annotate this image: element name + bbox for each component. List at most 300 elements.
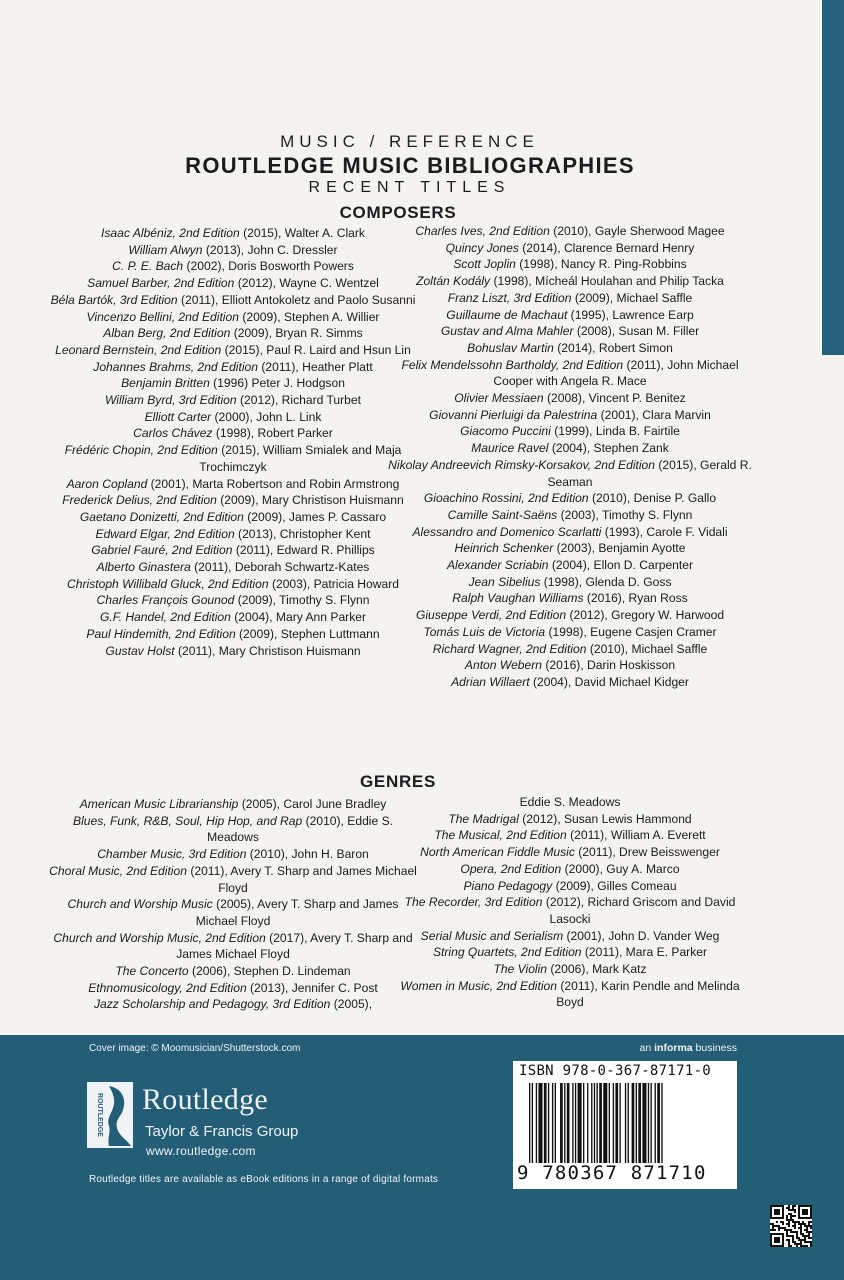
qr-module xyxy=(774,1205,776,1207)
entry-title: Church and Worship Music, 2nd Edition xyxy=(53,930,266,945)
qr-module xyxy=(776,1237,778,1239)
qr-module xyxy=(792,1205,794,1207)
qr-module xyxy=(780,1221,782,1223)
qr-module xyxy=(774,1209,776,1211)
qr-module xyxy=(776,1221,778,1223)
entry-details: (2010), Gayle Sherwood Magee xyxy=(549,224,725,238)
bibliography-entry xyxy=(385,357,755,390)
barcode-bar xyxy=(587,1083,588,1163)
qr-module xyxy=(770,1241,772,1243)
entry-title: The Recorder, 3rd Edition xyxy=(404,895,543,910)
qr-module xyxy=(808,1217,810,1219)
entry-title: Gaetano Donizetti, 2nd Edition xyxy=(79,509,244,524)
entry-details: (2004), Mary Ann Parker xyxy=(230,610,366,625)
entry-details: (2000), Guy A. Marco xyxy=(561,861,680,876)
qr-module xyxy=(802,1245,804,1247)
entry-title: Paul Hindemith, 2nd Edition xyxy=(86,626,236,641)
entry-title: Richard Wagner, 2nd Edition xyxy=(432,641,587,656)
entry-title: Chamber Music, 3rd Edition xyxy=(97,847,247,862)
qr-module xyxy=(776,1211,778,1213)
qr-module xyxy=(770,1217,772,1219)
qr-module xyxy=(788,1235,790,1237)
qr-module xyxy=(786,1233,788,1235)
entry-title: Piano Pedagogy xyxy=(463,878,553,893)
qr-module xyxy=(792,1239,794,1241)
qr-module xyxy=(810,1243,812,1245)
qr-module xyxy=(810,1211,812,1213)
qr-module xyxy=(798,1243,800,1245)
qr-module xyxy=(788,1207,790,1209)
isbn-number: ISBN 978-0-367-87171-0 xyxy=(519,1063,712,1079)
qr-module xyxy=(786,1207,788,1209)
qr-module xyxy=(800,1245,802,1247)
barcode-bar xyxy=(599,1083,602,1163)
entry-details: (2011), Drew Beisswenger xyxy=(574,845,720,860)
genres-list-left xyxy=(48,796,418,1013)
qr-module xyxy=(802,1213,804,1215)
bibliography-entry xyxy=(48,375,418,392)
bibliography-entry xyxy=(385,390,755,407)
entry-details: (2009), Stephen A. Willier xyxy=(238,309,380,324)
entry-details: (2011), Heather Platt xyxy=(257,359,373,374)
entry-details: (2017), Avery T. Sharp and James Michael Floyd xyxy=(176,930,413,962)
qr-module xyxy=(798,1205,800,1207)
qr-module xyxy=(778,1211,780,1213)
bibliography-entry xyxy=(48,442,418,475)
barcode-bar xyxy=(609,1083,610,1163)
entry-details: (2002), Doris Bosworth Powers xyxy=(183,259,354,274)
bibliography-entry xyxy=(385,323,755,340)
barcode-bar xyxy=(594,1083,595,1163)
entry-details: (1998), Glenda D. Goss xyxy=(540,574,672,589)
qr-module xyxy=(794,1223,796,1225)
bibliography-entry xyxy=(385,240,755,257)
entry-details: (2001), John D. Vander Weg xyxy=(563,928,720,943)
entry-title: Choral Music, 2nd Edition xyxy=(49,863,187,878)
bibliography-entry xyxy=(48,409,418,426)
entry-details: (2009), Stephen Luttmann xyxy=(235,626,380,641)
qr-module xyxy=(800,1239,802,1241)
entry-details: (1998), Eugene Casjen Cramer xyxy=(545,624,717,639)
qr-module xyxy=(808,1223,810,1225)
bibliography-entry xyxy=(385,641,755,658)
bibliography-entry xyxy=(385,307,755,324)
qr-module xyxy=(798,1209,800,1211)
qr-module xyxy=(788,1219,790,1221)
qr-module xyxy=(808,1241,810,1243)
qr-module xyxy=(800,1233,802,1235)
qr-module xyxy=(776,1225,778,1227)
entry-title: Bohuslav Martin xyxy=(467,340,554,355)
entry-title: Serial Music and Serialism xyxy=(420,928,564,943)
bibliography-entry xyxy=(385,457,755,490)
entry-title: Gabriel Fauré, 2nd Edition xyxy=(91,543,233,558)
qr-module xyxy=(770,1239,772,1241)
entry-details: (1996) Peter J. Hodgson xyxy=(209,376,345,391)
entry-details: (1998), Robert Parker xyxy=(212,426,333,441)
qr-module xyxy=(778,1239,780,1241)
qr-module xyxy=(810,1221,812,1223)
entry-details: (1995), Lawrence Earp xyxy=(567,307,694,322)
qr-module xyxy=(782,1223,784,1225)
qr-module xyxy=(784,1227,786,1229)
qr-module xyxy=(800,1205,802,1207)
qr-module xyxy=(788,1239,790,1241)
qr-module xyxy=(776,1245,778,1247)
qr-module xyxy=(802,1217,804,1219)
qr-module xyxy=(770,1233,772,1235)
qr-module xyxy=(782,1227,784,1229)
bibliography-entry xyxy=(48,609,418,626)
qr-module xyxy=(774,1217,776,1219)
qr-module xyxy=(772,1223,774,1225)
routledge-logo-icon xyxy=(87,1082,133,1148)
bibliography-entry xyxy=(48,359,418,376)
qr-module xyxy=(782,1237,784,1239)
qr-module xyxy=(800,1243,802,1245)
bibliography-entry xyxy=(385,290,755,307)
qr-module xyxy=(796,1243,798,1245)
bibliography-entry xyxy=(48,309,418,326)
qr-module xyxy=(780,1217,782,1219)
entry-title: Isaac Albéniz, 2nd Edition xyxy=(101,226,240,240)
entry-title: Scott Joplin xyxy=(453,257,516,272)
qr-module xyxy=(806,1225,808,1227)
qr-module xyxy=(792,1241,794,1243)
entry-details: (2016), Ryan Ross xyxy=(583,591,688,606)
bibliography-entry xyxy=(48,392,418,409)
qr-module xyxy=(782,1209,784,1211)
entry-details: (2011), Mary Christison Huismann xyxy=(174,643,361,658)
cover-image-credit: Cover image: © Moomusician/Shutterstock.com xyxy=(89,1043,301,1054)
entry-details: (2001), Marta Robertson and Robin Armstrong xyxy=(147,476,400,491)
qr-module xyxy=(788,1245,790,1247)
entry-details: (2008), Vincent P. Benitez xyxy=(543,391,686,406)
entry-details: (1998), Mícheál Houlahan and Philip Tacka xyxy=(490,274,724,289)
entry-title: Adrian Willaert xyxy=(451,674,530,689)
entry-title: American Music Librarianship xyxy=(79,797,239,811)
bibliography-entry xyxy=(48,643,418,660)
qr-module xyxy=(780,1205,782,1207)
qr-module xyxy=(804,1241,806,1243)
qr-module xyxy=(786,1235,788,1237)
entry-title: Gustav Holst xyxy=(105,643,175,658)
qr-module xyxy=(790,1231,792,1233)
qr-module xyxy=(772,1217,774,1219)
entry-details: (2009), Gilles Comeau xyxy=(552,878,677,893)
entry-details: (2000), John L. Link xyxy=(211,409,322,424)
bibliography-entry xyxy=(385,490,755,507)
bibliography-entry xyxy=(48,292,418,309)
qr-module xyxy=(792,1219,794,1221)
qr-module xyxy=(794,1227,796,1229)
qr-module xyxy=(790,1235,792,1237)
barcode-bar xyxy=(555,1083,556,1163)
bibliography-entry xyxy=(48,258,418,275)
entry-title: Elliott Carter xyxy=(144,409,212,424)
qr-module xyxy=(776,1241,778,1243)
entry-title: Vincenzo Bellini, 2nd Edition xyxy=(86,309,239,324)
entry-title: Ethnomusicology, 2nd Edition xyxy=(88,980,247,995)
qr-module xyxy=(804,1237,806,1239)
entry-title: Church and Worship Music xyxy=(67,897,213,912)
entry-title: Frederick Delius, 2nd Edition xyxy=(62,493,217,508)
entry-details: (2005), Carol June Bradley xyxy=(238,797,387,811)
entry-details: (2015), Gerald R. Seaman xyxy=(547,457,752,489)
qr-module xyxy=(810,1241,812,1243)
qr-module xyxy=(782,1245,784,1247)
qr-module xyxy=(782,1207,784,1209)
bibliography-entry xyxy=(385,827,755,844)
qr-module xyxy=(798,1217,800,1219)
qr-module xyxy=(810,1205,812,1207)
qr-module xyxy=(808,1235,810,1237)
qr-module xyxy=(774,1211,776,1213)
entry-details: (2009), Mary Christison Huismann xyxy=(216,493,404,508)
qr-module xyxy=(770,1205,772,1207)
entry-details: (1998), Nancy R. Ping-Robbins xyxy=(515,257,687,272)
bibliography-entry xyxy=(48,526,418,543)
entry-details: (2009), Timothy S. Flynn xyxy=(234,593,370,608)
qr-module xyxy=(810,1215,812,1217)
bibliography-entry xyxy=(48,275,418,292)
qr-module xyxy=(800,1225,802,1227)
qr-module xyxy=(774,1225,776,1227)
barcode-bar xyxy=(603,1083,607,1163)
bibliography-entry xyxy=(385,607,755,624)
bibliography-entry xyxy=(385,540,755,557)
qr-module xyxy=(778,1209,780,1211)
publisher-website-link[interactable]: www.routledge.com xyxy=(146,1144,256,1158)
qr-module xyxy=(806,1231,808,1233)
qr-module xyxy=(804,1217,806,1219)
qr-module xyxy=(786,1219,788,1221)
entry-title: Benjamin Britten xyxy=(121,376,210,391)
entry-title: Christoph Willibald Gluck, 2nd Edition xyxy=(67,576,269,591)
qr-module xyxy=(810,1231,812,1233)
bibliography-entry xyxy=(385,894,755,927)
qr-module xyxy=(782,1217,784,1219)
entry-details: (2014), Clarence Bernard Henry xyxy=(518,240,695,255)
qr-module xyxy=(806,1235,808,1237)
entry-title: Heinrich Schenker xyxy=(454,541,554,556)
qr-module xyxy=(806,1229,808,1231)
qr-module xyxy=(778,1229,780,1231)
qr-module xyxy=(770,1215,772,1217)
entry-title: Aaron Copland xyxy=(66,476,148,491)
barcode-bar xyxy=(655,1083,656,1163)
entry-details: (2015), Paul R. Laird and Hsun Lin xyxy=(221,342,411,357)
entry-title: Tomás Luis de Victoria xyxy=(423,624,546,639)
barcode-bar xyxy=(619,1083,620,1163)
entry-details: (2011), Elliott Antokoletz and Paolo Susanni xyxy=(177,292,416,307)
bibliography-entry xyxy=(48,242,418,259)
bibliography-entry xyxy=(385,657,755,674)
bibliography-entry xyxy=(48,796,418,813)
barcode-bar xyxy=(544,1083,547,1163)
qr-module xyxy=(786,1231,788,1233)
bibliography-entry xyxy=(385,961,755,978)
qr-module xyxy=(774,1241,776,1243)
qr-module xyxy=(800,1223,802,1225)
qr-module xyxy=(800,1231,802,1233)
barcode-bar xyxy=(615,1083,618,1163)
qr-module xyxy=(808,1205,810,1207)
bibliography-entry xyxy=(48,813,418,846)
qr-module xyxy=(804,1213,806,1215)
qr-module xyxy=(806,1213,808,1215)
qr-module xyxy=(810,1207,812,1209)
qr-module xyxy=(802,1235,804,1237)
entry-title: Gioachino Rossini, 2nd Edition xyxy=(423,491,589,506)
qr-module xyxy=(810,1213,812,1215)
qr-module xyxy=(802,1221,804,1223)
qr-module xyxy=(774,1245,776,1247)
qr-module xyxy=(770,1207,772,1209)
entry-details: (2003), Timothy S. Flynn xyxy=(557,507,693,522)
qr-module xyxy=(780,1233,782,1235)
qr-module xyxy=(782,1205,784,1207)
qr-module xyxy=(788,1213,790,1215)
entry-title: Zoltán Kodály xyxy=(416,274,491,289)
qr-module xyxy=(792,1231,794,1233)
entry-details: (2011), Karin Pendle and Melinda Boyd xyxy=(556,978,740,1010)
qr-module xyxy=(800,1229,802,1231)
barcode-bar xyxy=(661,1083,662,1163)
qr-module xyxy=(788,1223,790,1225)
qr-module xyxy=(798,1221,800,1223)
qr-module xyxy=(774,1233,776,1235)
entry-details: (2003), Patricia Howard xyxy=(268,576,399,591)
bibliography-entry xyxy=(385,878,755,895)
bibliography-entry xyxy=(385,440,755,457)
qr-module xyxy=(770,1211,772,1213)
entry-details: (2004), Stephen Zank xyxy=(548,441,669,456)
qr-module xyxy=(794,1209,796,1211)
entry-details: (2013), Jennifer C. Post xyxy=(246,980,378,995)
entry-details: (2004), Ellon D. Carpenter xyxy=(548,558,694,573)
barcode-bar xyxy=(532,1083,533,1163)
qr-module xyxy=(778,1205,780,1207)
bibliography-entry xyxy=(385,557,755,574)
qr-module xyxy=(804,1205,806,1207)
qr-module xyxy=(794,1215,796,1217)
qr-module xyxy=(810,1237,812,1239)
qr-module xyxy=(792,1221,794,1223)
barcode-bar xyxy=(651,1083,652,1163)
entry-title: Anton Webern xyxy=(464,658,542,673)
qr-module xyxy=(792,1215,794,1217)
qr-module xyxy=(810,1227,812,1229)
barcode-bar xyxy=(583,1083,584,1163)
qr-module xyxy=(778,1217,780,1219)
qr-module xyxy=(790,1209,792,1211)
bibliography-entry xyxy=(48,592,418,609)
bibliography-entry xyxy=(385,944,755,961)
qr-module xyxy=(804,1245,806,1247)
entry-details: (2013), John C. Dressler xyxy=(202,242,338,257)
qr-module xyxy=(790,1213,792,1215)
qr-module xyxy=(788,1229,790,1231)
qr-module xyxy=(776,1209,778,1211)
entry-title: The Concerto xyxy=(115,964,189,979)
barcode-digits: 9 780367 871710 xyxy=(517,1162,707,1184)
qr-module xyxy=(808,1233,810,1235)
entry-details: (2012), Richard Griscom and David Lasocki xyxy=(542,895,736,926)
qr-module xyxy=(802,1223,804,1225)
qr-module xyxy=(796,1237,798,1239)
qr-module xyxy=(810,1245,812,1247)
entry-details: (2011), John Michael Cooper with Angela R. Mace xyxy=(493,357,739,389)
bibliography-entry xyxy=(385,507,755,524)
entry-title: Johannes Brahms, 2nd Edition xyxy=(93,359,258,374)
qr-module xyxy=(806,1205,808,1207)
barcode-bar xyxy=(567,1083,570,1163)
entry-title: Alexander Scriabin xyxy=(446,558,549,573)
entry-details: (2013), Christopher Kent xyxy=(234,526,371,541)
qr-module xyxy=(794,1231,796,1233)
qr-module xyxy=(804,1209,806,1211)
qr-module xyxy=(774,1237,776,1239)
qr-module xyxy=(782,1233,784,1235)
barcode-bar xyxy=(597,1083,598,1163)
entry-title: Franz Liszt, 3rd Edition xyxy=(447,290,572,305)
bibliography-entry xyxy=(48,425,418,442)
entry-details: (2011), Edward R. Phillips xyxy=(232,543,375,558)
entry-details: (2012), Susan Lewis Hammond xyxy=(518,811,692,826)
qr-module xyxy=(776,1213,778,1215)
entry-title: Women in Music, 2nd Edition xyxy=(400,978,557,993)
qr-module xyxy=(798,1223,800,1225)
qr-module xyxy=(794,1211,796,1213)
bibliography-entry xyxy=(48,930,418,963)
entry-details: (2009), Michael Saffle xyxy=(571,290,693,305)
entry-title: Felix Mendelssohn Bartholdy, 2nd Edition xyxy=(401,357,624,372)
qr-module xyxy=(796,1233,798,1235)
barcode-bar xyxy=(560,1083,563,1163)
entry-title: Jazz Scholarship and Pedagogy, 3rd Edition xyxy=(93,997,331,1012)
qr-module xyxy=(770,1209,772,1211)
bibliography-entry xyxy=(48,509,418,526)
qr-module xyxy=(770,1235,772,1237)
qr-module xyxy=(798,1211,800,1213)
entry-details: Eddie S. Meadows xyxy=(519,795,621,809)
bibliography-entry xyxy=(385,590,755,607)
entry-details: (2015), Walter A. Clark xyxy=(239,226,365,240)
bibliography-entry xyxy=(48,559,418,576)
entry-title: Ralph Vaughan Williams xyxy=(452,591,584,606)
qr-module xyxy=(770,1243,772,1245)
bibliography-entry xyxy=(48,476,418,493)
qr-module xyxy=(794,1241,796,1243)
qr-module xyxy=(778,1227,780,1229)
qr-module xyxy=(776,1233,778,1235)
bibliography-entry xyxy=(48,342,418,359)
entry-title: Carlos Chávez xyxy=(133,426,213,441)
entry-title: Edward Elgar, 2nd Edition xyxy=(95,526,235,541)
ebook-availability-note: Routledge titles are available as eBook editions in a range of digital formats xyxy=(89,1174,439,1185)
entry-title: Giacomo Puccini xyxy=(460,424,551,439)
qr-module xyxy=(794,1243,796,1245)
entry-title: The Musical, 2nd Edition xyxy=(434,828,567,843)
entry-title: Charles François Gounod xyxy=(96,593,235,608)
qr-module xyxy=(800,1217,802,1219)
bibliography-entry xyxy=(48,492,418,509)
entry-title: Charles Ives, 2nd Edition xyxy=(415,224,550,238)
entry-title: String Quartets, 2nd Edition xyxy=(432,945,582,960)
entry-title: Jean Sibelius xyxy=(468,574,541,589)
barcode-bar xyxy=(657,1083,660,1163)
